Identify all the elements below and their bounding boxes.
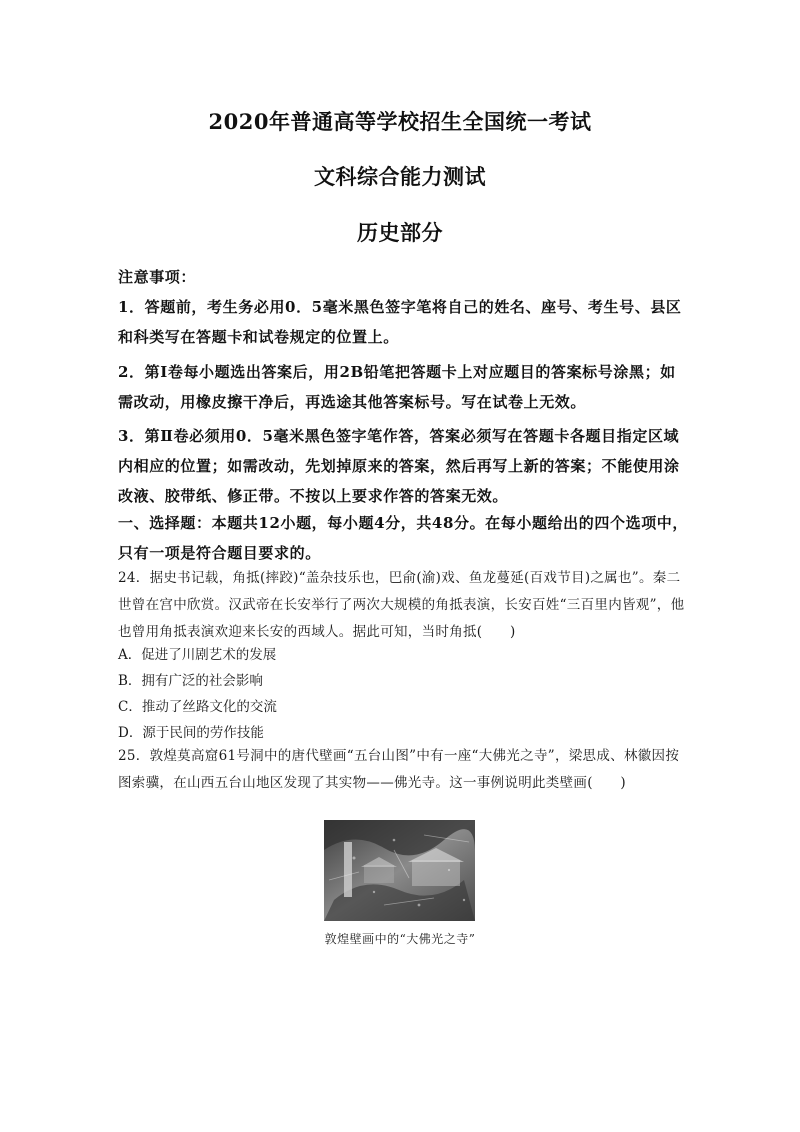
question-24-option-b: B．拥有广泛的社会影响 <box>118 673 263 689</box>
mural-image-icon <box>324 820 475 921</box>
notice-item-1: 1．答题前，考生务必用0．5毫米黑色签字笔将自己的姓名、座号、考生号、县区和科类写在答题卡和试卷规定的位置上。 <box>118 298 682 346</box>
question-24-stem: 24．据史书记载，角抵(摔跤)“盖杂技乐也，巴俞(渝)戏、鱼龙蔓延(百戏节目)之属也”。秦二世曾在宫中欣赏。汉武帝在长安举行了两次大规模的角抵表演，长安百姓“三百里内皆观”，他也曾用角抵表演欢迎来长安的西域人。据此可知，当时角抵( ) <box>118 570 685 640</box>
mural-photo <box>324 820 475 921</box>
notice-item-3: 3．第Ⅱ卷必须用0．5毫米黑色签字笔作答，答案必须写在答题卡各题目指定区域内相应的位置；如需改动，先划掉原来的答案，然后再写上新的答案；不能使用涂改液、胶带纸、修正带。不按以上要求作答的答案无效。 <box>118 427 680 505</box>
subject-title: 文科综合能力测试 <box>314 164 486 189</box>
notice-heading: 注意事项： <box>118 268 197 286</box>
question-25-stem: 25．敦煌莫高窟61号洞中的唐代壁画“五台山图”中有一座“大佛光之寺”，梁思成、林徽因按图索骥，在山西五台山地区发现了其实物——佛光寺。这一事例说明此类壁画( ) <box>118 748 680 791</box>
figure-caption: 敦煌壁画中的“大佛光之寺” <box>324 932 476 946</box>
question-24-option-a: A．促进了川剧艺术的发展 <box>118 647 277 663</box>
question-24-option-c: C．推动了丝路文化的交流 <box>118 699 277 715</box>
section-heading: 一、选择题：本题共12小题，每小题4分，共48分。在每小题给出的四个选项中，只有一项是符合题目要求的。 <box>118 514 688 562</box>
part-title: 历史部分 <box>357 220 443 245</box>
exam-title: 2020年普通高等学校招生全国统一考试 <box>208 109 592 134</box>
notice-item-2: 2．第Ⅰ卷每小题选出答案后，用2B铅笔把答题卡上对应题目的答案标号涂黑；如需改动，用橡皮擦干净后，再选途其他答案标号。写在试卷上无效。 <box>118 363 676 411</box>
question-24-option-d: D．源于民间的劳作技能 <box>118 725 264 741</box>
